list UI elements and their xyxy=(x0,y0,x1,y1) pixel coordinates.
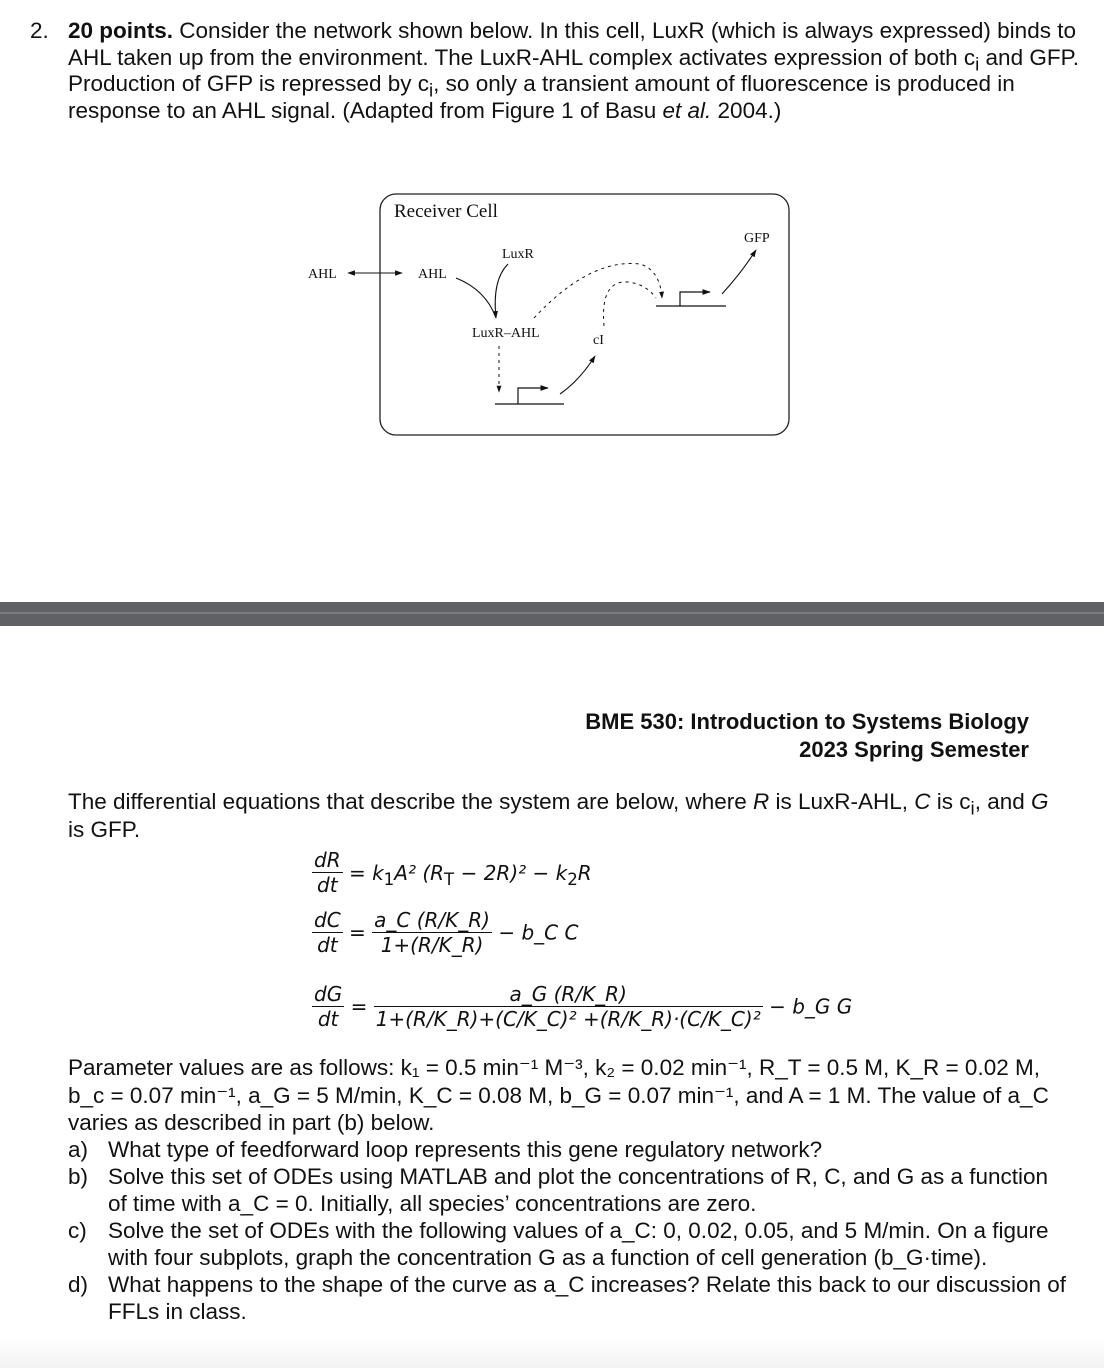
subscript: 1 xyxy=(383,869,395,889)
part-label: a) xyxy=(68,1137,89,1162)
rhs-fraction xyxy=(372,908,492,957)
part-text: What happens to the shape of the curve as a_C increases? Relate this back to our discussion of FFLs in class. xyxy=(108,1272,1067,1324)
eq-text: − b_G G xyxy=(769,994,853,1019)
citation-etal: et al. xyxy=(662,97,712,123)
question-parts xyxy=(68,1136,1068,1325)
eq-text: dt xyxy=(317,873,338,897)
param-text: Parameter values are as follows: xyxy=(68,1055,401,1080)
eq-text: a_C (R/K_R) xyxy=(374,908,490,932)
gfp-label: GFP xyxy=(744,231,770,246)
eq-text: R xyxy=(577,860,592,885)
equation-dg-dt xyxy=(312,982,852,1031)
question-text-part: Consider the network shown below. In this cell, LuxR (which is always expressed) binds to AHL taken up from the environment. The LuxR-AHL complex activates expression of both c xyxy=(68,18,1076,70)
eq-text: dC xyxy=(314,908,341,932)
course-title: BME 530: Introduction to Systems Biology xyxy=(585,709,1029,734)
part-a xyxy=(68,1136,1068,1163)
param-k2: k₂ = 0.02 min⁻¹ xyxy=(595,1055,747,1080)
param-bg: b_G = 0.07 min⁻¹ xyxy=(559,1082,734,1108)
equations-intro xyxy=(68,788,1058,844)
eq-text: 1+(R/K_R) xyxy=(380,933,484,957)
intro-text: is c xyxy=(930,789,971,814)
eq-text: dt xyxy=(317,933,338,957)
part-b xyxy=(68,1163,1068,1217)
lhs-fraction xyxy=(312,908,343,957)
intro-text: , and xyxy=(974,789,1032,814)
param-bc: b_c = 0.07 min⁻¹ xyxy=(68,1082,236,1108)
eq-text: − b_C C xyxy=(498,920,579,945)
eq-text: 1+(R/K_R)+(C/K_C)² +(R/K_R)·(C/K_C)² xyxy=(375,1007,761,1031)
question-text-part: , so only a transient amount of fluorescence is produced in response to an AHL signal. (Adapted from Figure 1 of Basu xyxy=(68,71,1015,123)
subscript: T xyxy=(444,869,455,889)
part-label: d) xyxy=(68,1272,89,1297)
var-r: R xyxy=(752,789,770,814)
activation-gfp-promoter xyxy=(534,263,662,318)
part-d xyxy=(68,1271,1068,1325)
eq-text: = k xyxy=(348,860,384,885)
ci-label: cI xyxy=(593,333,604,348)
eq-text: dR xyxy=(314,848,341,872)
semester-label: 2023 Spring Semester xyxy=(799,737,1029,762)
param-a: A = 1 M xyxy=(788,1082,866,1108)
gfp-promoter-arrow xyxy=(680,292,710,306)
part-text: Solve the set of ODEs with the following values of a_C: 0, 0.02, 0.05, and 5 M/min. On a figure with four subplots, graph the concentration G as a function of cell generation (b_G·time). xyxy=(108,1218,1049,1270)
rhs-fraction xyxy=(374,982,763,1031)
part-c xyxy=(68,1217,1068,1271)
receiver-cell-box xyxy=(380,194,789,435)
eq-text: dt xyxy=(317,1007,339,1031)
ahl-binding-line xyxy=(456,278,496,318)
param-kr: K_R = 0.02 M xyxy=(895,1055,1034,1080)
page-break-bar xyxy=(0,602,1104,626)
subscript: i xyxy=(429,79,434,101)
luxr-label: LuxR xyxy=(502,247,534,262)
gfp-production-arrow xyxy=(722,250,756,294)
subscript: 2 xyxy=(567,869,578,889)
points-label: 20 points. xyxy=(68,18,174,43)
param-text: The value of a_C varies as described in part (b) below. xyxy=(68,1082,1049,1135)
page-bottom-shade xyxy=(0,1340,1104,1368)
param-k1: k₁ = 0.5 min⁻¹ M⁻³ xyxy=(400,1055,583,1080)
equation-dr-dt xyxy=(312,848,592,897)
var-c: C xyxy=(914,789,931,814)
parameter-values: Parameter values are as follows: k₁ = 0.5 min⁻¹ M⁻³, k₂ = 0.02 min⁻¹, R_T = 0.5 M, K_R = 0.02 M, b_c = 0.07 min⁻¹, a_G = 5 M/min, K_C = 0.08 M, b_G = 0.07 min⁻¹, and A = 1 M. The value of a_C varies as described in part (b) below. xyxy=(68,1055,1049,1135)
question-text-part: 2004.) xyxy=(711,97,782,123)
ci-production-arrow xyxy=(560,356,595,394)
part-label: c) xyxy=(68,1218,87,1243)
subscript: i xyxy=(975,53,980,74)
question-text xyxy=(30,18,1080,124)
question-number: 2. xyxy=(30,18,49,43)
lhs-fraction xyxy=(312,848,343,897)
eq-text: − 2R)² − k xyxy=(454,860,568,885)
repression-ci-gfp xyxy=(604,282,657,326)
lhs-fraction xyxy=(312,982,344,1031)
ahl-outside-label: AHL xyxy=(308,267,337,282)
ahl-inside-label: AHL xyxy=(418,267,447,282)
eq-text: = xyxy=(350,994,368,1019)
var-g: G xyxy=(1031,789,1049,814)
param-kc: K_C = 0.08 M xyxy=(408,1082,548,1108)
luxr-ahl-label: LuxR–AHL xyxy=(472,326,540,341)
param-ag: a_G = 5 M/min xyxy=(248,1082,397,1108)
binding-arrow xyxy=(495,264,508,318)
equation-dc-dt xyxy=(312,908,578,957)
intro-text: The differential equations that describe the system are below, where xyxy=(68,789,753,814)
param-rt: R_T = 0.5 M xyxy=(758,1055,883,1080)
subscript: i xyxy=(970,797,975,819)
question-text-part: and GFP. Production of GFP is repressed by c xyxy=(68,44,1079,96)
eq-text: a_G (R/K_R) xyxy=(509,982,627,1006)
intro-text: is GFP. xyxy=(68,817,141,842)
eq-text: A² (R xyxy=(394,860,445,885)
part-label: b) xyxy=(68,1164,89,1189)
course-header xyxy=(585,708,1029,764)
network-diagram xyxy=(290,180,810,450)
diagram-title: Receiver Cell xyxy=(394,201,498,222)
ci-promoter-arrow xyxy=(518,388,548,404)
intro-text: is LuxR-AHL, xyxy=(769,789,915,814)
part-text: What type of feedforward loop represents this gene regulatory network? xyxy=(108,1137,823,1162)
eq-text: = xyxy=(349,920,366,945)
eq-text: dG xyxy=(314,982,343,1006)
part-text: Solve this set of ODEs using MATLAB and plot the concentrations of R, C, and G as a function of time with a_C = 0. Initially, all species’ concentrations are zero. xyxy=(108,1164,1049,1216)
